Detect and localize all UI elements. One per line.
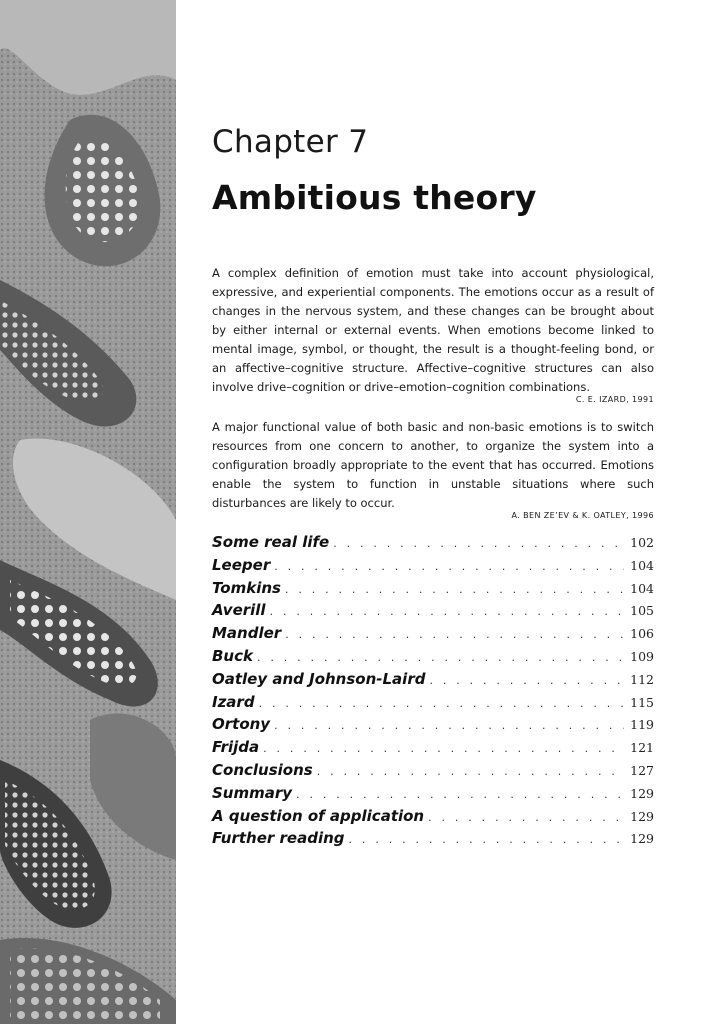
contents-entry-page: 127 (630, 762, 654, 778)
contents-entry-title: Leeper (212, 555, 271, 574)
abstract-dotted-pattern-image (0, 0, 176, 1024)
contents-entry-title: Some real life (212, 533, 330, 551)
contents-entry-page: 104 (630, 557, 654, 573)
contents-entry[interactable] (212, 624, 654, 647)
dot-leader (428, 811, 624, 824)
contents-entry[interactable] (212, 807, 654, 830)
contents-entry-page: 109 (630, 648, 654, 664)
contents-entry-page: 129 (630, 831, 654, 847)
chapter-contents-list (212, 533, 654, 852)
contents-entry-page: 112 (630, 671, 654, 687)
dot-leader (333, 537, 624, 550)
contents-entry[interactable] (212, 670, 654, 693)
contents-entry[interactable] (212, 647, 654, 670)
dot-leader (270, 605, 625, 618)
contents-entry-title: Frijda (212, 738, 260, 757)
contents-entry-title: Buck (212, 646, 253, 665)
contents-entry[interactable] (212, 556, 654, 579)
epigraph-quote (212, 264, 654, 406)
contents-entry-title: Izard (212, 692, 255, 711)
contents-entry-page: 129 (630, 785, 654, 801)
contents-entry-title: Summary (212, 783, 293, 802)
dot-leader (429, 674, 624, 687)
chapter-title: Ambitious theory (212, 178, 537, 217)
contents-entry[interactable] (212, 829, 654, 852)
contents-entry[interactable] (212, 579, 654, 602)
contents-entry-page: 102 (630, 535, 654, 550)
contents-entry[interactable] (212, 784, 654, 807)
quote-attribution: C. E. IZARD, 1991 (575, 395, 654, 404)
dot-leader (263, 742, 624, 755)
quote-text: A major functional value of both basic and non-basic emotions is to switch resources from one concern to another, to organize the system into a configuration broadly appropriate to the event that has occurred. Emotions enable the system to function in unstable situations where such disturbances are likely to occur. (212, 420, 654, 510)
contents-entry-page: 105 (630, 603, 654, 619)
contents-entry-title: Tomkins (212, 578, 281, 597)
dot-leader (259, 697, 625, 710)
contents-entry-title: Oatley and Johnson-Laird (212, 669, 426, 688)
contents-entry[interactable] (212, 693, 654, 716)
contents-entry[interactable] (212, 761, 654, 784)
chapter-number: Chapter 7 (212, 124, 369, 160)
contents-entry[interactable] (212, 738, 654, 761)
contents-entry[interactable] (212, 715, 654, 738)
dot-leader (257, 651, 624, 664)
contents-entry-page: 121 (630, 740, 654, 756)
contents-entry-title: Ortony (212, 715, 271, 734)
quote-attribution: A. BEN ZE’EV & K. OATLEY, 1996 (511, 511, 654, 520)
contents-entry[interactable] (212, 533, 654, 556)
dot-leader (274, 560, 624, 573)
contents-entry-title: Conclusions (212, 760, 313, 779)
quote-text: A complex definition of emotion must take into account physiological, expressive, and experiential components. The emotions occur as a result of changes in the nervous system, and these changes can be brought about by either internal or external events. When emotions become linked to mental image, symbol, or thought, the result is a thought-feeling bond, or an affective–cognitive structure. Affective–cognitive structures can also involve drive–cognition or drive–emotion–cognition combinations. (212, 266, 654, 394)
contents-entry-title: Averill (212, 601, 266, 620)
contents-entry-title: Further reading (212, 829, 345, 848)
dot-leader (317, 765, 624, 778)
dot-leader (285, 628, 624, 641)
dot-leader (274, 719, 624, 732)
contents-entry-title: A question of application (212, 806, 425, 825)
contents-entry-title: Mandler (212, 624, 282, 643)
contents-entry-page: 119 (630, 717, 654, 733)
contents-entry-page: 115 (630, 694, 654, 710)
decorative-side-artwork (0, 0, 176, 1024)
dot-leader (349, 833, 625, 846)
epigraph-quote (212, 418, 654, 522)
dot-leader (296, 788, 624, 801)
contents-entry-page: 104 (630, 580, 654, 596)
dot-leader (285, 583, 624, 596)
contents-entry-page: 129 (630, 808, 654, 824)
contents-entry-page: 106 (630, 626, 654, 642)
contents-entry[interactable] (212, 601, 654, 624)
